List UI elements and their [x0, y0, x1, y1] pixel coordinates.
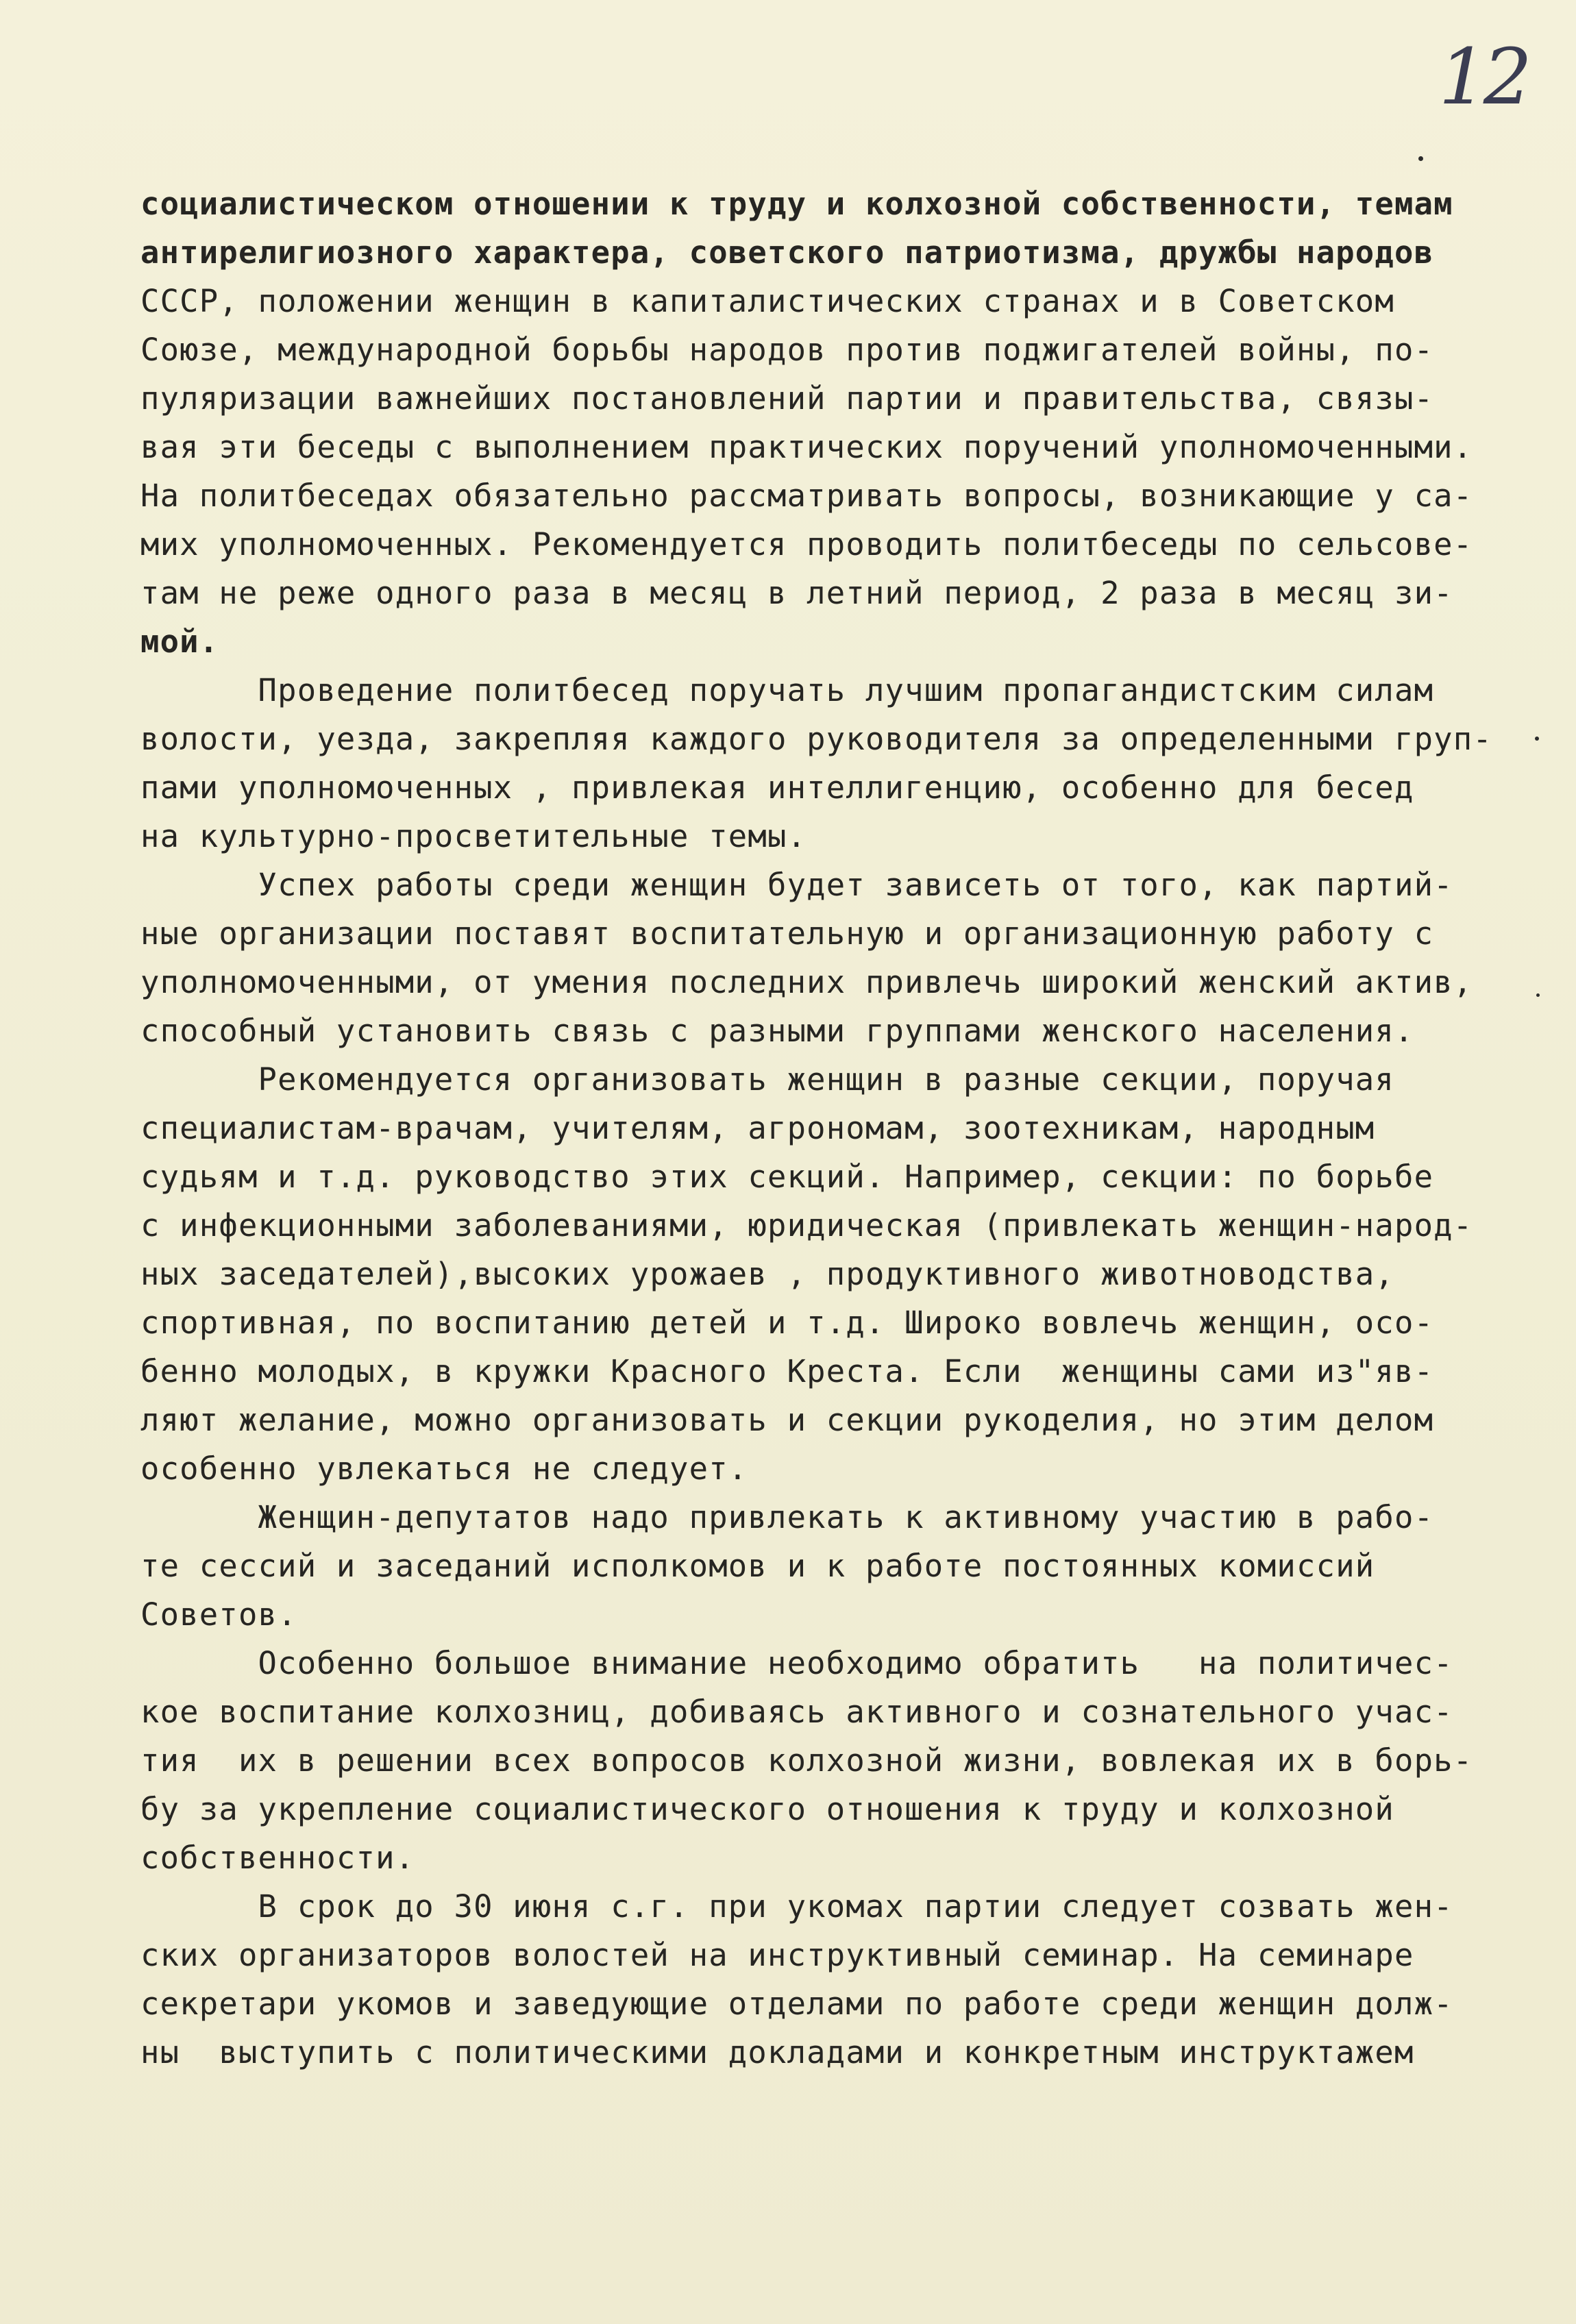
- text-line: Проведение политбесед поручать лучшим пропагандистским силам: [140, 672, 1434, 708]
- text-line: вая эти беседы с выполнением практических поручений уполномоченными.: [140, 429, 1473, 465]
- text-line: пуляризации важнейших постановлений партии и правительства, связы-: [140, 380, 1434, 417]
- text-line: ных заседателей),высоких урожаев , продуктивного животноводства,: [140, 1256, 1394, 1292]
- text-line: способный установить связь с разными группами женского населения.: [140, 1013, 1414, 1049]
- text-line: специалистам-врачам, учителям, агрономам, зоотехникам, народным: [140, 1110, 1375, 1146]
- text-line: особенно увлекаться не следует.: [140, 1450, 748, 1487]
- text-line: Советов.: [140, 1596, 297, 1633]
- text-line: секретари укомов и заведующие отделами по работе среди женщин долж-: [140, 1986, 1453, 2022]
- text-line: судьям и т.д. руководство этих секций. Например, секции: по борьбе: [140, 1159, 1434, 1195]
- text-line: ны выступить с политическими докладами и конкретным инструктажем: [140, 2034, 1414, 2070]
- text-line: Рекомендуется организовать женщин в разные секции, поручая: [140, 1061, 1394, 1098]
- text-line: Особенно большое внимание необходимо обратить на политичес-: [140, 1645, 1453, 1681]
- text-line: пами уполномоченных , привлекая интеллигенцию, особенно для бесед: [140, 769, 1414, 806]
- text-line: кое воспитание колхозниц, добиваясь активного и сознательного учас-: [140, 1694, 1453, 1730]
- text-line: социалистическом отношении к труду и колхозной собственности, темам: [140, 186, 1453, 222]
- text-line: мих уполномоченных. Рекомендуется проводить политбеседы по сельсове-: [140, 526, 1473, 563]
- text-line: ляют желание, можно организовать и секции рукоделия, но этим делом: [140, 1402, 1434, 1438]
- text-line: СССР, положении женщин в капиталистических странах и в Советском: [140, 283, 1394, 319]
- ink-speck: [1418, 156, 1423, 161]
- page-number: 12: [1438, 33, 1528, 122]
- text-line: собственности.: [140, 1840, 415, 1876]
- text-line: мой.: [140, 623, 219, 660]
- text-line: бенно молодых, в кружки Красного Креста. Если женщины сами из"яв-: [140, 1353, 1434, 1389]
- text-line: ских организаторов волостей на инструктивный семинар. На семинаре: [140, 1937, 1414, 1973]
- text-line: на культурно-просветительные темы.: [140, 818, 807, 854]
- text-line: В срок до 30 июня с.г. при укомах партии следует созвать жен-: [140, 1888, 1453, 1925]
- text-line: тия их в решении всех вопросов колхозной жизни, вовлекая их в борь-: [140, 1742, 1473, 1779]
- text-line: бу за укрепление социалистического отношения к труду и колхозной: [140, 1791, 1394, 1827]
- text-line: На политбеседах обязательно рассматривать вопросы, возникающие у са-: [140, 478, 1473, 514]
- text-line: те сессий и заседаний исполкомов и к работе постоянных комиссий: [140, 1548, 1375, 1584]
- text-line: ные организации поставят воспитательную и организационную работу с: [140, 915, 1434, 952]
- text-line: антирелигиозного характера, советского патриотизма, дружбы народов: [140, 234, 1434, 271]
- text-line: там не реже одного раза в месяц в летний период, 2 раза в месяц зи-: [140, 575, 1453, 611]
- text-line: волости, уезда, закрепляя каждого руководителя за определенными груп-: [140, 721, 1492, 757]
- text-line: уполномоченными, от умения последних привлечь широкий женский актив,: [140, 964, 1473, 1000]
- text-line: с инфекционными заболеваниями, юридическая (привлекать женщин-народ-: [140, 1207, 1473, 1244]
- text-line: Женщин-депутатов надо привлекать к активному участию в рабо-: [140, 1499, 1434, 1535]
- text-line: Союзе, международной борьбы народов против поджигателей войны, по-: [140, 332, 1434, 368]
- text-line: спортивная, по воспитанию детей и т.д. Широко вовлечь женщин, осо-: [140, 1305, 1434, 1341]
- text-line: Успех работы среди женщин будет зависеть от того, как партий-: [140, 867, 1453, 903]
- typewritten-text: [140, 180, 1545, 2077]
